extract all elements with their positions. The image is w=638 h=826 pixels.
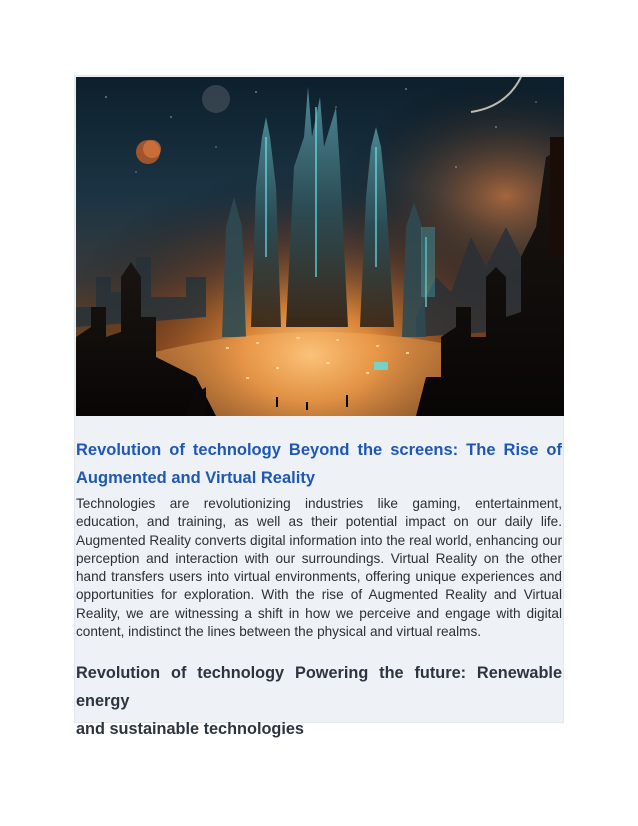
heading-line-1: Revolution of technology Beyond the screens: The Rise of [76,441,562,459]
heading-line-2: Augmented and Virtual Reality [76,469,315,487]
section-body-paragraph: Technologies are revolutionizing industries like gaming, entertainment, education, and training, as well as their potential impact on our daily life. Augmented Reality converts digital information into the real world, enhancing our perception and interaction with our surroundings. Virtual Reality on the other hand transfers users into virtual environments, offering unique experiences and opportunities for exploration. With the rise of Augmented Reality and Virtual Reality, we are witnessing a shift in how we perceive and engage with digital content, indistinct the lines between the physical and virtual realms. [76,496,562,640]
section-heading-ar-vr [76,436,562,492]
heading-line-1: Revolution of technology Powering the future: Renewable energy [76,664,562,710]
hero-image-futuristic-city [76,77,564,416]
section-heading-renewable-energy [76,659,562,743]
heading-line-2: and sustainable technologies [76,720,304,738]
